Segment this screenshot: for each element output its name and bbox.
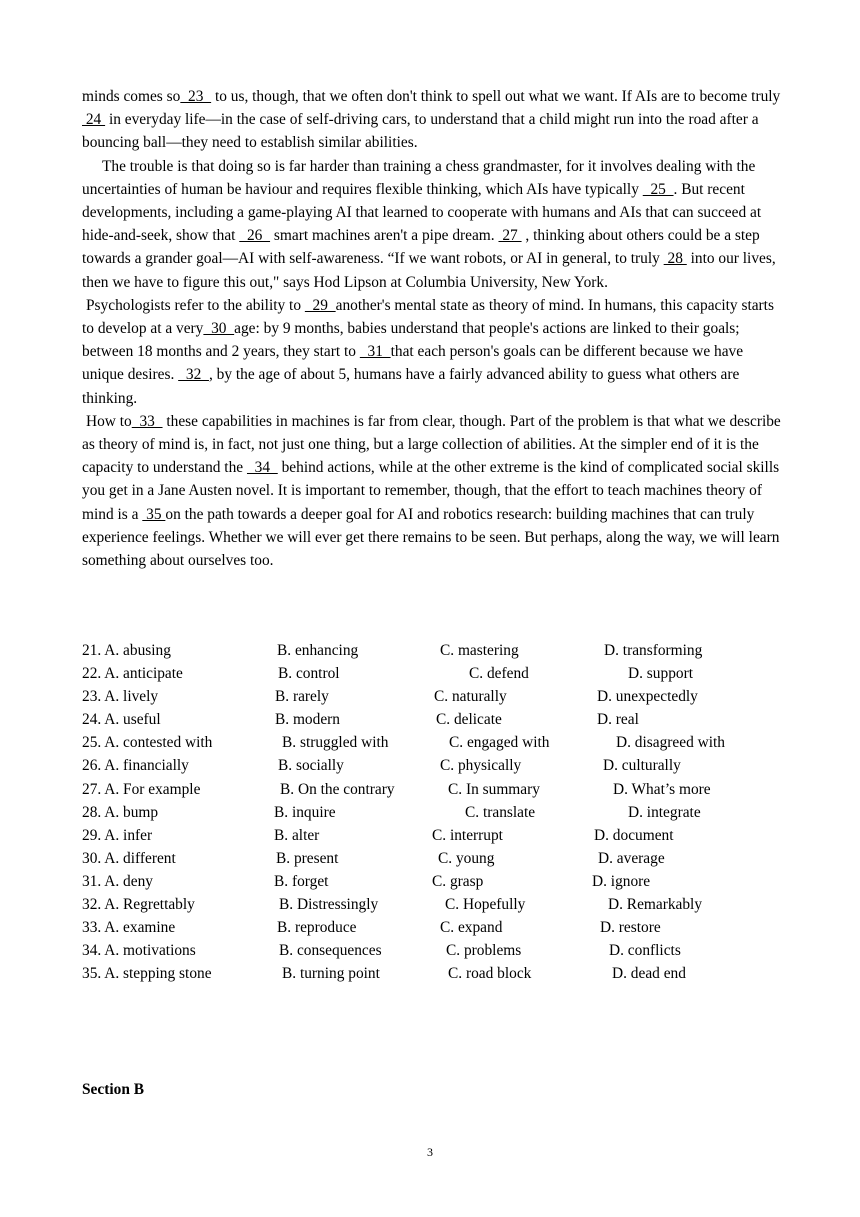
- option-b: B. turning point: [282, 965, 380, 983]
- option-c: C. mastering: [440, 642, 519, 659]
- passage-text: , thinking about others could be a step towards a grander goal—AI with self-awareness. “If we want robots, or AI in general, to truly: [82, 227, 760, 268]
- question-option-a: 33. A. examine: [82, 919, 176, 937]
- option-c: C. road block: [448, 965, 532, 983]
- option-d: D. disagreed with: [616, 734, 725, 752]
- section-title: Section B: [82, 1081, 144, 1098]
- option-c: C. translate: [465, 803, 536, 821]
- question-option-a: 34. A. motivations: [82, 942, 196, 960]
- option-d: D. document: [594, 826, 674, 844]
- option-d: D. What’s more: [613, 780, 711, 798]
- option-b: B. inquire: [274, 803, 336, 821]
- question-option-a: 28. A. bump: [82, 803, 159, 821]
- passage-text: How to: [86, 412, 132, 430]
- passage-text: behind actions, while at the other extreme is the kind of complicated social skills you get in a Jane Austen novel. It is important to remember, though, that the effort to teach machines theory of mind is a: [82, 459, 780, 523]
- option-d: D. average: [598, 849, 665, 867]
- question-option-a: 23. A. lively: [82, 688, 159, 706]
- question-option-a: 27. A. For example: [82, 780, 201, 798]
- passage-text: to us, though, that we often don't think to spell out what we want. If AIs are to become truly: [211, 88, 781, 105]
- passage-text: into our lives, then we have to figure this out," says Hod Lipson at Columbia University, New York.: [82, 250, 776, 291]
- option-row: [82, 685, 782, 708]
- blank-number: 30: [203, 320, 235, 338]
- option-row: [82, 962, 782, 985]
- option-row: [82, 708, 782, 731]
- option-d: D. real: [597, 711, 639, 729]
- option-c: C. grasp: [432, 872, 484, 890]
- question-option-a: 30. A. different: [82, 849, 176, 867]
- passage-text: minds comes so: [82, 88, 181, 105]
- passage-text: on the path towards a deeper goal for AI and robotics research: building machines that can truly experience feelings. Whether we will ever get there remains to be seen. But perhaps, along the way, we will learn something about ourselves too.: [82, 505, 780, 570]
- option-b: B. rarely: [275, 688, 329, 706]
- option-c: C. problems: [446, 942, 522, 960]
- option-b: B. struggled with: [282, 734, 389, 752]
- passage-text: in everyday life—in the case of self-driving cars, to understand that a child might run into the road after a bouncing ball—they need to establish similar abilities.: [82, 111, 759, 152]
- option-d: D. transforming: [604, 642, 703, 659]
- passage-text: smart machines aren't a pipe dream.: [270, 227, 499, 245]
- option-c: C. young: [438, 849, 495, 867]
- question-option-a: 29. A. infer: [82, 826, 153, 844]
- blank-number: 26: [239, 227, 271, 245]
- option-b: B. On the contrary: [280, 780, 395, 798]
- question-option-a: 31. A. deny: [82, 872, 153, 890]
- option-b: B. socially: [278, 757, 344, 775]
- option-d: D. dead end: [612, 965, 686, 983]
- blank-number: 34: [246, 459, 278, 477]
- blank-number: 29: [304, 296, 336, 314]
- answer-options: [82, 639, 782, 985]
- option-d: D. integrate: [628, 803, 701, 821]
- option-row: [82, 754, 782, 777]
- option-row: [82, 662, 782, 685]
- option-b: B. reproduce: [277, 919, 357, 937]
- option-b: B. alter: [274, 826, 320, 844]
- question-option-a: 26. A. financially: [82, 757, 189, 775]
- page-number: 3: [427, 1145, 433, 1159]
- passage-text: The trouble is that doing so is far harder than training a chess grandmaster, for it involves dealing with the uncertainties of human be haviour and requires flexible thinking, which AIs have typically: [82, 157, 756, 198]
- option-row: [82, 893, 782, 916]
- passage-paragraph: [82, 155, 782, 294]
- option-c: C. engaged with: [449, 734, 550, 752]
- question-option-a: 35. A. stepping stone: [82, 965, 212, 983]
- option-c: C. naturally: [434, 688, 507, 706]
- blank-number: 27: [498, 227, 522, 245]
- question-option-a: 22. A. anticipate: [82, 665, 183, 683]
- option-row: [82, 870, 782, 893]
- passage-text: these capabilities in machines is far from clear, though. Part of the problem is that what we describe as theory of mind is, in fact, not just one thing, but a large collection of abilities. At the simpler end of it is the capacity to understand the: [82, 412, 781, 477]
- option-row: [82, 939, 782, 962]
- option-c: C. delicate: [436, 711, 502, 729]
- question-option-a: 21. A. abusing: [82, 642, 171, 659]
- option-d: D. restore: [600, 919, 661, 937]
- blank-number: 31: [359, 343, 391, 361]
- cloze-passage: [82, 85, 782, 572]
- option-row: [82, 778, 782, 801]
- option-row: [82, 916, 782, 939]
- option-d: D. ignore: [592, 872, 651, 890]
- option-row: [82, 801, 782, 824]
- option-b: B. forget: [274, 872, 329, 890]
- passage-text: another's mental state as theory of mind. In humans, this capacity starts to develop at a very: [82, 296, 774, 338]
- passage-text: . But recent developments, including a game-playing AI that learned to cooperate with humans and AIs that can succeed at hide-and-seek, show that: [82, 180, 762, 245]
- question-option-a: 24. A. useful: [82, 711, 161, 729]
- blank-number: 33: [131, 412, 163, 430]
- passage-text: , by the age of about 5, humans have a fairly advanced ability to guess what others are thinking.: [82, 366, 740, 407]
- option-c: C. In summary: [448, 780, 540, 798]
- passage-text: that each person's goals can be different because we have unique desires.: [82, 343, 744, 384]
- option-b: B. consequences: [279, 942, 382, 960]
- option-b: B. control: [278, 665, 340, 683]
- option-d: D. support: [628, 665, 693, 683]
- option-c: C. interrupt: [432, 826, 503, 844]
- option-c: C. Hopefully: [445, 896, 526, 914]
- option-b: B. enhancing: [277, 642, 359, 659]
- option-c: C. expand: [440, 919, 503, 937]
- option-d: D. culturally: [603, 757, 681, 775]
- passage-paragraph: [82, 410, 782, 572]
- option-b: B. modern: [275, 711, 340, 729]
- option-row: [82, 639, 782, 662]
- blank-number: 28: [663, 250, 687, 268]
- option-b: B. Distressingly: [279, 896, 379, 914]
- passage-text: age: by 9 months, babies understand that people's actions are linked to their goals; between 18 months and 2 years, they start to: [82, 320, 740, 361]
- blank-number: 24: [82, 111, 106, 129]
- option-b: B. present: [276, 849, 339, 867]
- blank-number: 35: [142, 505, 166, 523]
- passage-text: Psychologists refer to the ability to: [86, 296, 305, 314]
- blank-number: 25: [642, 180, 674, 198]
- question-option-a: 32. A. Regrettably: [82, 896, 195, 914]
- option-d: D. unexpectedly: [597, 688, 698, 706]
- passage-paragraph: [82, 294, 782, 410]
- option-row: [82, 731, 782, 754]
- option-c: C. defend: [469, 665, 529, 683]
- option-d: D. conflicts: [609, 942, 681, 960]
- blank-number: 23: [180, 88, 212, 105]
- option-row: [82, 824, 782, 847]
- option-d: D. Remarkably: [608, 896, 703, 914]
- option-row: [82, 847, 782, 870]
- option-c: C. physically: [440, 757, 522, 775]
- question-option-a: 25. A. contested with: [82, 734, 213, 752]
- blank-number: 32: [178, 366, 209, 384]
- passage-paragraph: [82, 85, 782, 155]
